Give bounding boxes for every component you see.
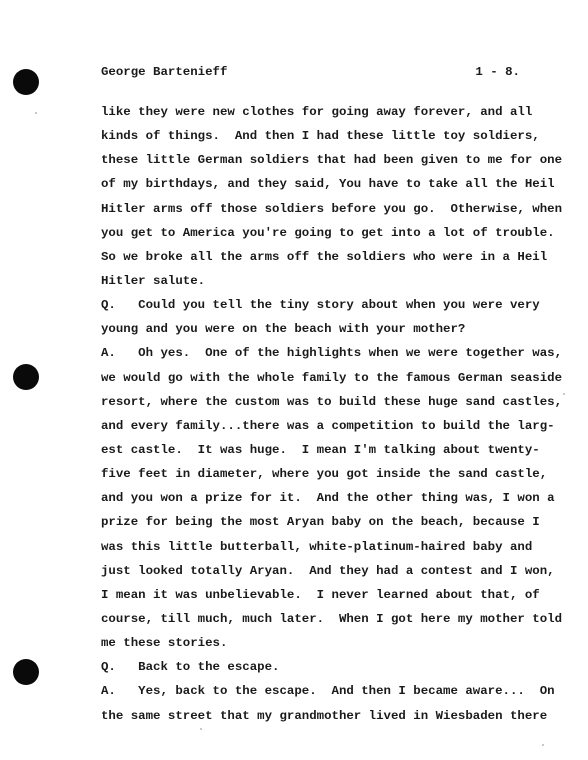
text-line: Q. Back to the escape. [101, 660, 280, 675]
text-line: of my birthdays, and they said, You have to take all the Heil [101, 177, 555, 192]
text-line: the same street that my grandmother lived in Wiesbaden there [101, 708, 548, 723]
punch-hole-top [13, 69, 39, 95]
text-line: resort, where the custom was to build these huge sand castles, [101, 394, 563, 409]
header-name: George Bartenieff [101, 65, 228, 79]
page-header [101, 65, 520, 83]
text-line: Q. Could you tell the tiny story about when you were very [101, 298, 540, 313]
text-line: we would go with the whole family to the famous German seaside [101, 370, 563, 385]
scan-speck [35, 112, 37, 114]
scan-speck [542, 744, 544, 746]
scan-speck [563, 393, 565, 395]
scan-speck [200, 728, 202, 730]
text-line: five feet in diameter, where you got inside the sand castle, [101, 467, 548, 482]
text-line: you get to America you're going to get into a lot of trouble. [101, 225, 555, 240]
transcript-body [101, 103, 563, 731]
text-line: kinds of things. And then I had these little toy soldiers, [101, 129, 540, 144]
text-line: Hitler arms off those soldiers before you go. Otherwise, when [101, 201, 563, 216]
text-line: A. Oh yes. One of the highlights when we were together was, [101, 346, 563, 361]
text-line: Hitler salute. [101, 273, 206, 288]
text-line: I mean it was unbelievable. I never learned about that, of [101, 587, 540, 602]
punch-hole-middle [13, 364, 39, 390]
text-line: So we broke all the arms off the soldiers who were in a Heil [101, 249, 548, 264]
text-line: just looked totally Aryan. And they had a contest and I won, [101, 563, 555, 578]
text-line: me these stories. [101, 636, 228, 651]
text-line: was this little butterball, white-platinum-haired baby and [101, 539, 533, 554]
text-line: and you won a prize for it. And the other thing was, I won a [101, 491, 555, 506]
text-line: young and you were on the beach with your mother? [101, 322, 466, 337]
page-number: 1 - 8. [475, 65, 520, 79]
punch-hole-bottom [13, 659, 39, 685]
text-line: like they were new clothes for going away forever, and all [101, 105, 533, 119]
text-line: prize for being the most Aryan baby on the beach, because I [101, 515, 540, 530]
text-line: these little German soldiers that had been given to me for one [101, 153, 563, 168]
text-line: A. Yes, back to the escape. And then I became aware... On [101, 684, 555, 699]
text-line: est castle. It was huge. I mean I'm talking about twenty- [101, 442, 540, 457]
text-line: and every family...there was a competition to build the larg- [101, 418, 555, 433]
text-line: course, till much, much later. When I got here my mother told [101, 611, 563, 626]
